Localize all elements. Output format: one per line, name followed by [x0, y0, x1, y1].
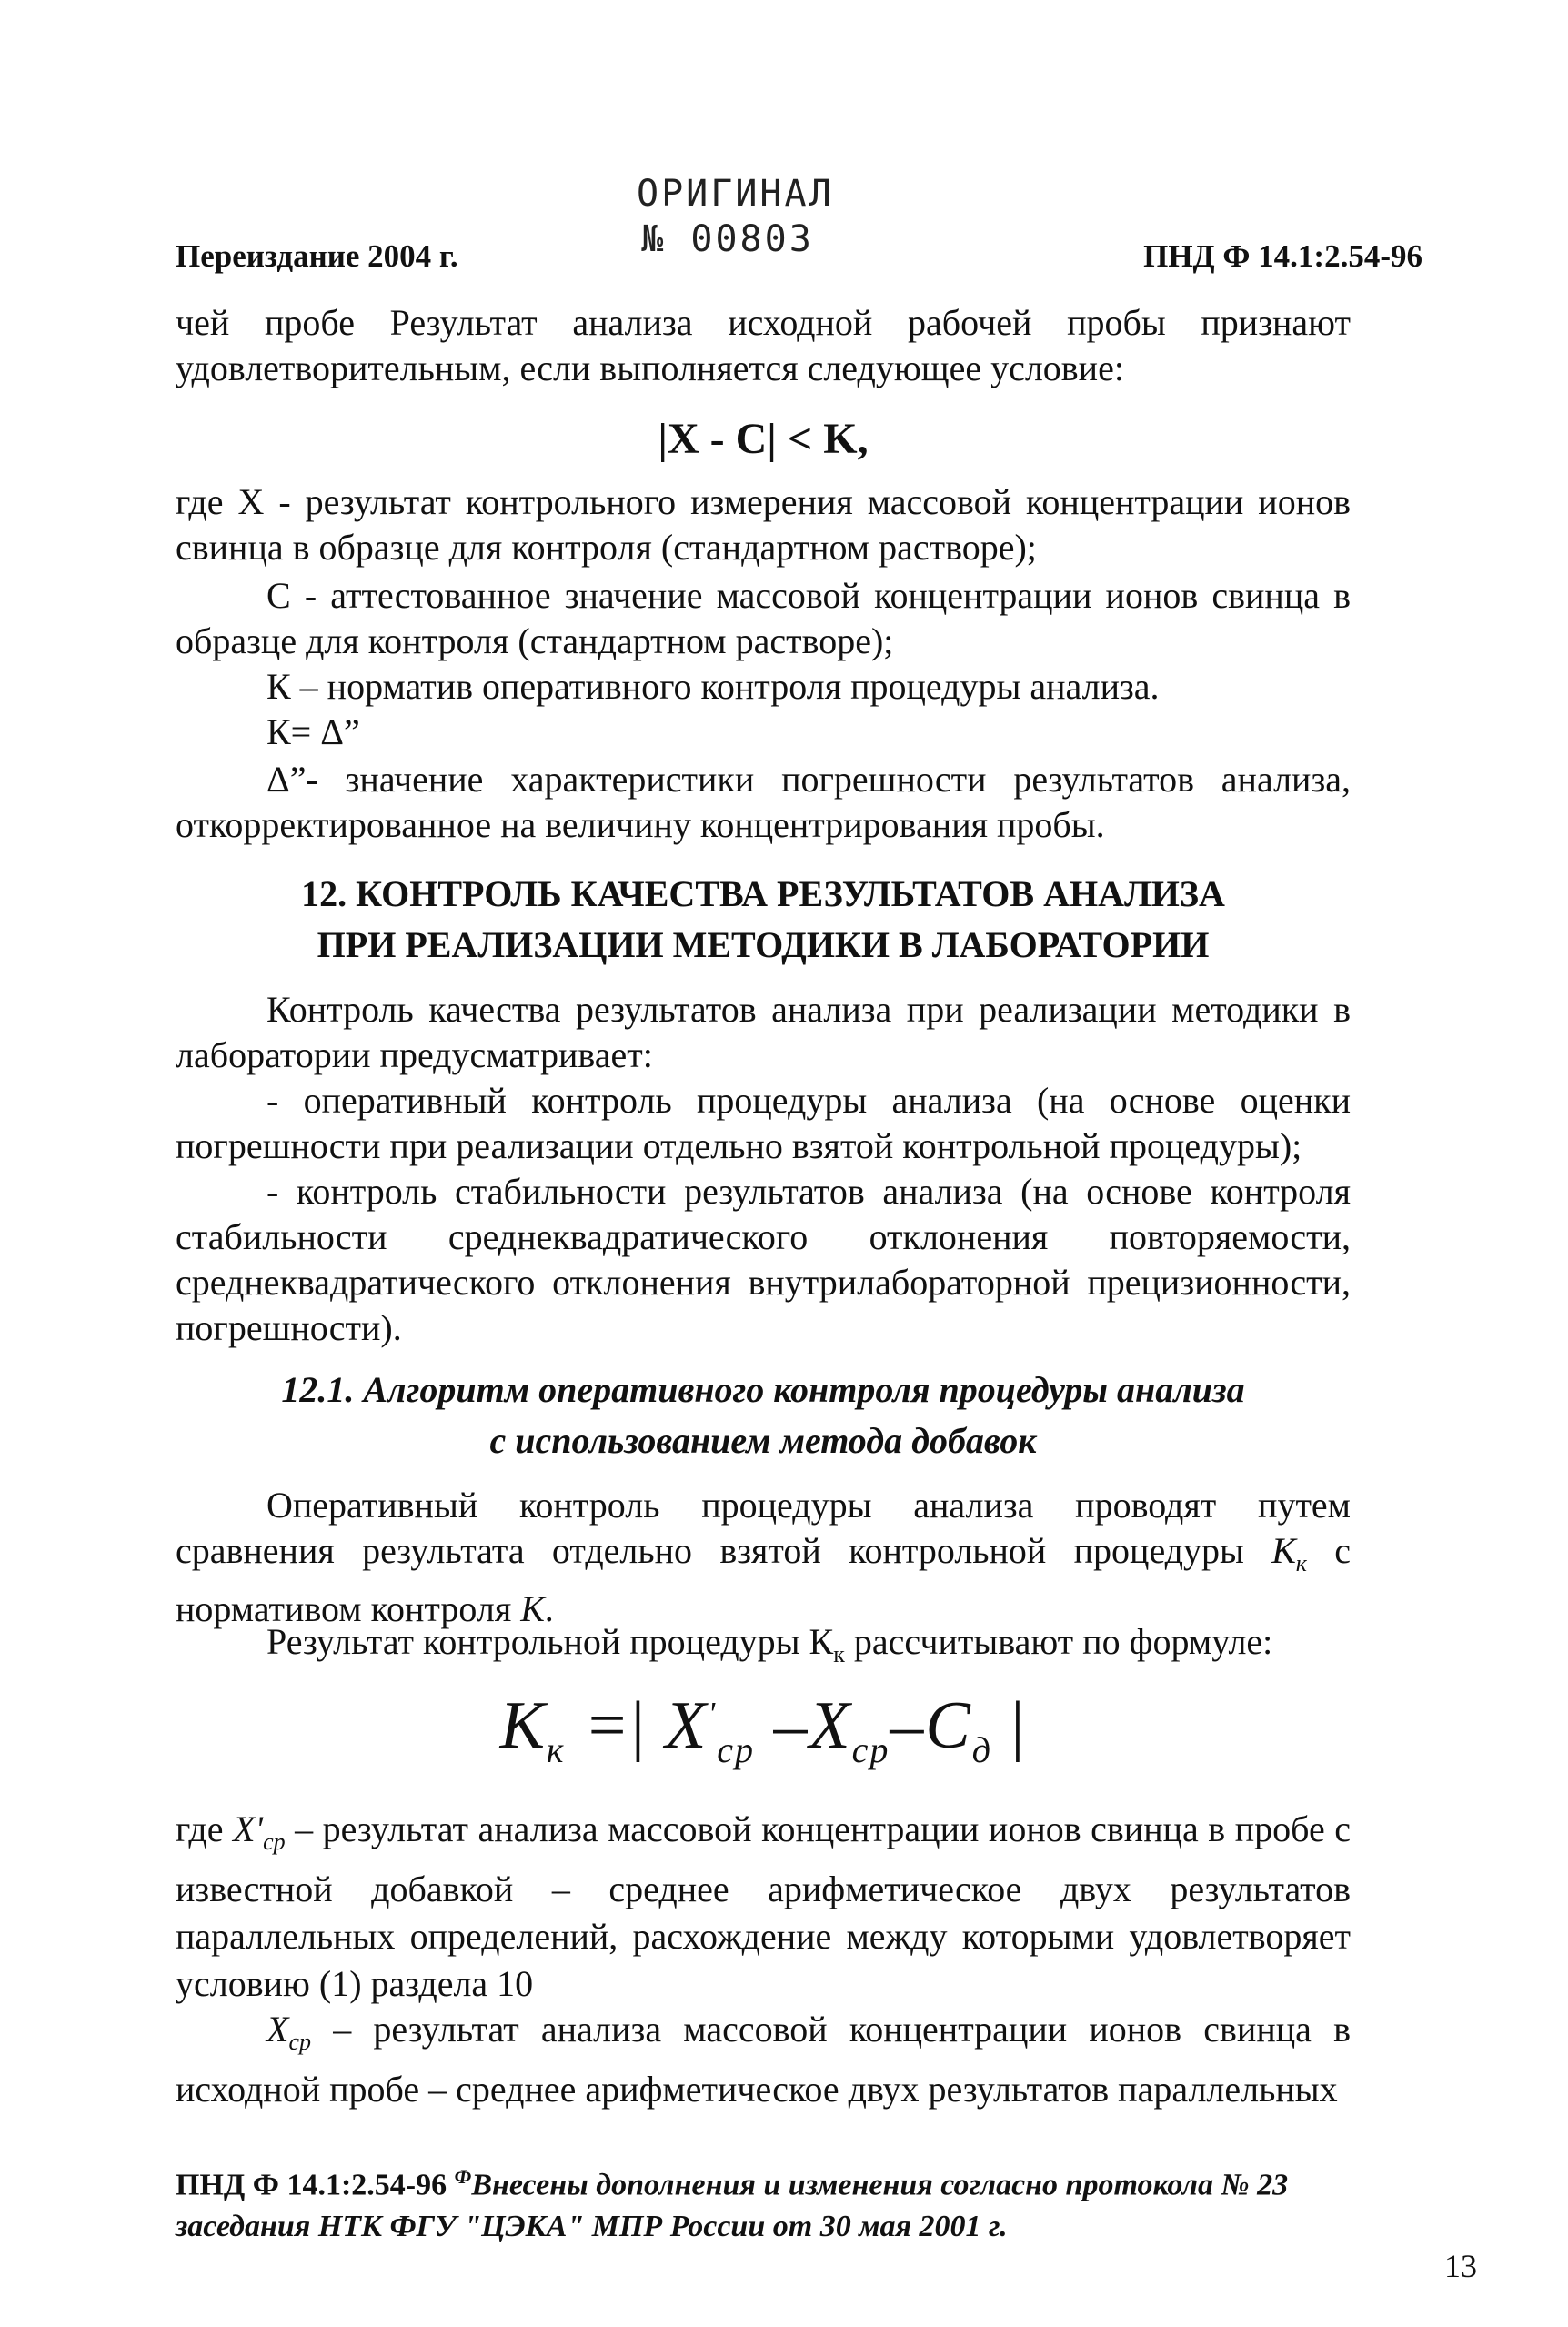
section-12-1-paragraph-2: Результат контрольной процедуры $К_к$ рассчитывают по формуле: [266, 1621, 1273, 1667]
section-12-paragraph-2: - оперативный контроль процедуры анализа (на основе оценки погрешности при реализации отдельно взятой контрольной процедуры); [176, 1080, 1351, 1166]
original-stamp-line1: ОРИГИНАЛ [637, 173, 834, 215]
paragraph-condition-intro: чей пробе Результат анализа исходной рабочей пробы признают удовлетворительным, если выполняется следующее условие: [176, 302, 1351, 388]
section-12-heading [176, 869, 1351, 971]
k-equation: К= Δ” [266, 711, 360, 752]
formula-condition: |X - C| < K, [658, 415, 869, 463]
amendment-footnote: ПНД Ф 14.1:2.54-96 $^Ф$Внесены дополнения и изменения согласно протокола № 23 заседания НТК ФГУ "ЦЭКА" МПР России от 30 мая 2001 г. [176, 2165, 1289, 2244]
section-12-1-heading-line1: 12.1. Алгоритм оперативного контроля процедуры анализа [281, 1369, 1245, 1410]
original-stamp-line2: № 00803 [641, 218, 814, 260]
definition-c: С - аттестованное значение массовой концентрации ионов свинца в образце для контроля (стандартном растворе); [176, 575, 1351, 661]
section-12-heading-line1: 12. КОНТРОЛЬ КАЧЕСТВА РЕЗУЛЬТАТОВ АНАЛИЗА [301, 873, 1225, 914]
definition-x-prime: где $X'_{ср}$ – результат анализа массовой концентрации ионов свинца в пробе с известной добавкой – среднее арифметическое двух результатов параллельных определений, расхождение между которыми удовлетворяет условию (1) раздела 10 [176, 1808, 1351, 2004]
definition-x: где X - результат контрольного измерения массовой концентрации ионов свинца в образце для контроля (стандартном растворе); [176, 481, 1351, 568]
section-12-paragraph-3: - контроль стабильности результатов анализа (на основе контроля стабильности среднеквадратического отклонения повторяемости, среднеквадратического отклонения внутрилабораторной прецизионности, погрешности). [176, 1171, 1351, 1348]
section-12-1-heading [176, 1365, 1351, 1466]
formula-kk: $К_к$ =| $X'_{ср}$ $-X_{ср}-C_д$ | [499, 1688, 1027, 1770]
document-code-header: ПНД Ф 14.1:2.54-96 [1143, 238, 1422, 274]
definition-x-avg: $X_{ср}$ – результат анализа массовой концентрации ионов свинца в исходной пробе – среднее арифметическое двух результатов параллельных [176, 2009, 1351, 2110]
section-12-1-heading-line2: с использованием метода добавок [489, 1420, 1037, 1461]
page-number: 13 [1444, 2248, 1477, 2284]
section-12-1-paragraph-1: Оперативный контроль процедуры анализа проводят путем сравнения результата отдельно взятой контрольной процедуры $К_к$ с нормативом контроля К. [176, 1485, 1351, 1629]
section-12-heading-line2: ПРИ РЕАЛИЗАЦИИ МЕТОДИКИ В ЛАБОРАТОРИИ [317, 924, 1210, 965]
definition-delta: Δ”- значение характеристики погрешности результатов анализа, откорректированное на величину концентрирования пробы. [176, 759, 1351, 845]
definition-k: К – норматив оперативного контроля процедуры анализа. [266, 666, 1160, 707]
section-12-paragraph-1: Контроль качества результатов анализа при реализации методики в лаборатории предусматривает: [176, 989, 1351, 1075]
reissue-header: Переиздание 2004 г. [176, 238, 458, 274]
